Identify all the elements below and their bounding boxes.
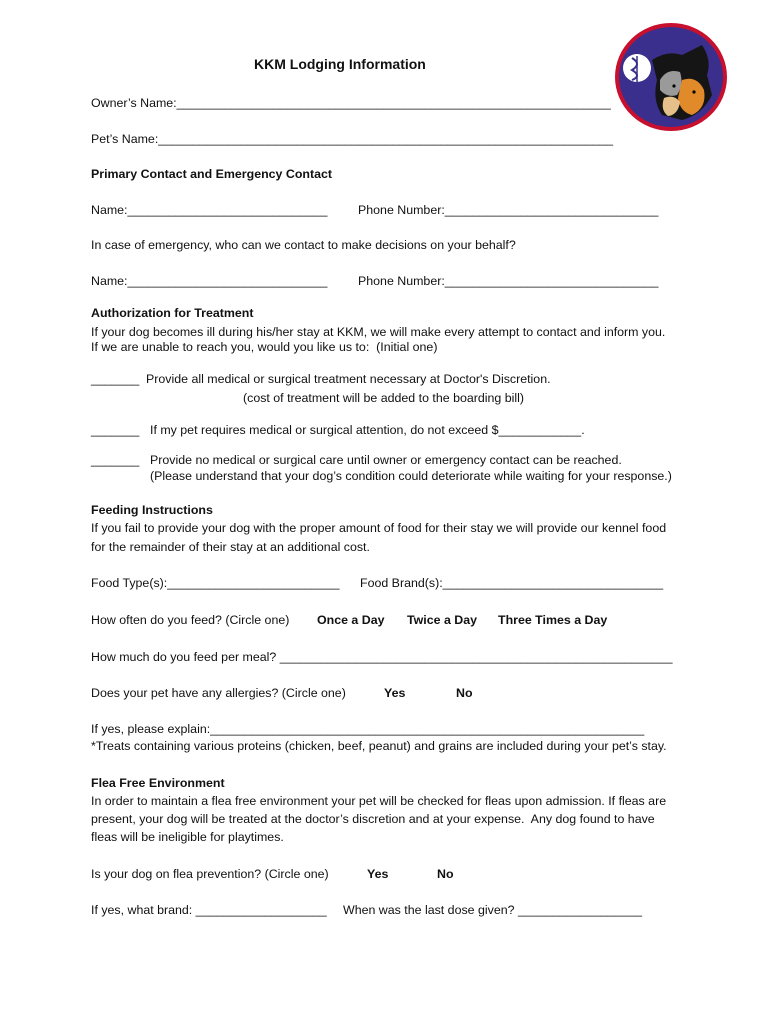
authorization-text-1: If your dog becomes ill during his/her stay at KKM, we will make every attempt to contact and inform you.	[91, 325, 666, 339]
option-1-text: Provide all medical or surgical treatment necessary at Doctor's Discretion.	[146, 372, 551, 386]
option-3-note: (Please understand that your dog’s condition could deteriorate while waiting for your response.)	[150, 469, 672, 483]
flea-prevention-question: Is your dog on flea prevention? (Circle one)	[91, 867, 329, 881]
primary-name-field[interactable]: Name:_____________________________	[91, 203, 328, 217]
flea-heading: Flea Free Environment	[91, 776, 225, 790]
emergency-question: In case of emergency, who can we contact to make decisions on your behalf?	[91, 238, 516, 252]
primary-contact-heading: Primary Contact and Emergency Contact	[91, 167, 332, 181]
flea-text-2: present, your dog will be treated at the doctor’s discretion and at your expense. Any dog found to have	[91, 812, 655, 826]
feeding-text-2: for the remainder of their stay at an additional cost.	[91, 540, 370, 554]
primary-phone-field[interactable]: Phone Number:_______________________________	[358, 203, 659, 217]
amount-per-meal-field[interactable]: How much do you feed per meal? _________________________________________________________	[91, 650, 673, 664]
emergency-name-field[interactable]: Name:_____________________________	[91, 274, 328, 288]
flea-prevention-yes[interactable]: Yes	[367, 867, 389, 881]
allergies-no[interactable]: No	[456, 686, 473, 700]
feeding-heading: Feeding Instructions	[91, 503, 213, 517]
feeding-text-1: If you fail to provide your dog with the proper amount of food for their stay we will provide our kennel food	[91, 521, 667, 535]
flea-text-3: fleas will be ineligible for playtimes.	[91, 830, 284, 844]
treats-note: *Treats containing various proteins (chicken, beef, peanut) and grains are included during your pet’s stay.	[91, 739, 667, 753]
option-2-initial[interactable]: _______	[91, 423, 140, 437]
last-dose-field[interactable]: When was the last dose given? __________________	[343, 903, 642, 917]
allergies-question: Does your pet have any allergies? (Circle one)	[91, 686, 346, 700]
emergency-phone-field[interactable]: Phone Number:_______________________________	[358, 274, 659, 288]
food-brand-field[interactable]: Food Brand(s):________________________________	[360, 576, 664, 590]
authorization-heading: Authorization for Treatment	[91, 306, 254, 320]
option-twice-a-day[interactable]: Twice a Day	[407, 613, 478, 627]
owner-name-field[interactable]: Owner’s Name:_______________________________________________________________	[91, 96, 611, 110]
flea-text-1: In order to maintain a flea free environment your pet will be checked for fleas upon admission. If fleas are	[91, 794, 667, 808]
option-3-text: Provide no medical or surgical care until owner or emergency contact can be reached.	[150, 453, 622, 467]
food-type-field[interactable]: Food Type(s):_________________________	[91, 576, 340, 590]
flea-prevention-no[interactable]: No	[437, 867, 454, 881]
option-1-initial[interactable]: _______	[91, 372, 140, 386]
option-once-a-day[interactable]: Once a Day	[317, 613, 385, 627]
authorization-text-2: If we are unable to reach you, would you like us to: (Initial one)	[91, 340, 438, 354]
option-2-text: If my pet requires medical or surgical attention, do not exceed $____________.	[150, 423, 585, 437]
option-3-initial[interactable]: _______	[91, 453, 140, 467]
feed-frequency-question: How often do you feed? (Circle one)	[91, 613, 290, 627]
option-three-times-a-day[interactable]: Three Times a Day	[498, 613, 608, 627]
pet-name-field[interactable]: Pet’s Name:__________________________________________________________________	[91, 132, 614, 146]
allergies-explain-field[interactable]: If yes, please explain:_______________________________________________________________	[91, 722, 645, 736]
kkm-logo	[612, 20, 730, 134]
flea-brand-field[interactable]: If yes, what brand: ___________________	[91, 903, 327, 917]
page-title: KKM Lodging Information	[254, 56, 426, 72]
allergies-yes[interactable]: Yes	[384, 686, 406, 700]
option-1-note: (cost of treatment will be added to the boarding bill)	[243, 391, 525, 405]
